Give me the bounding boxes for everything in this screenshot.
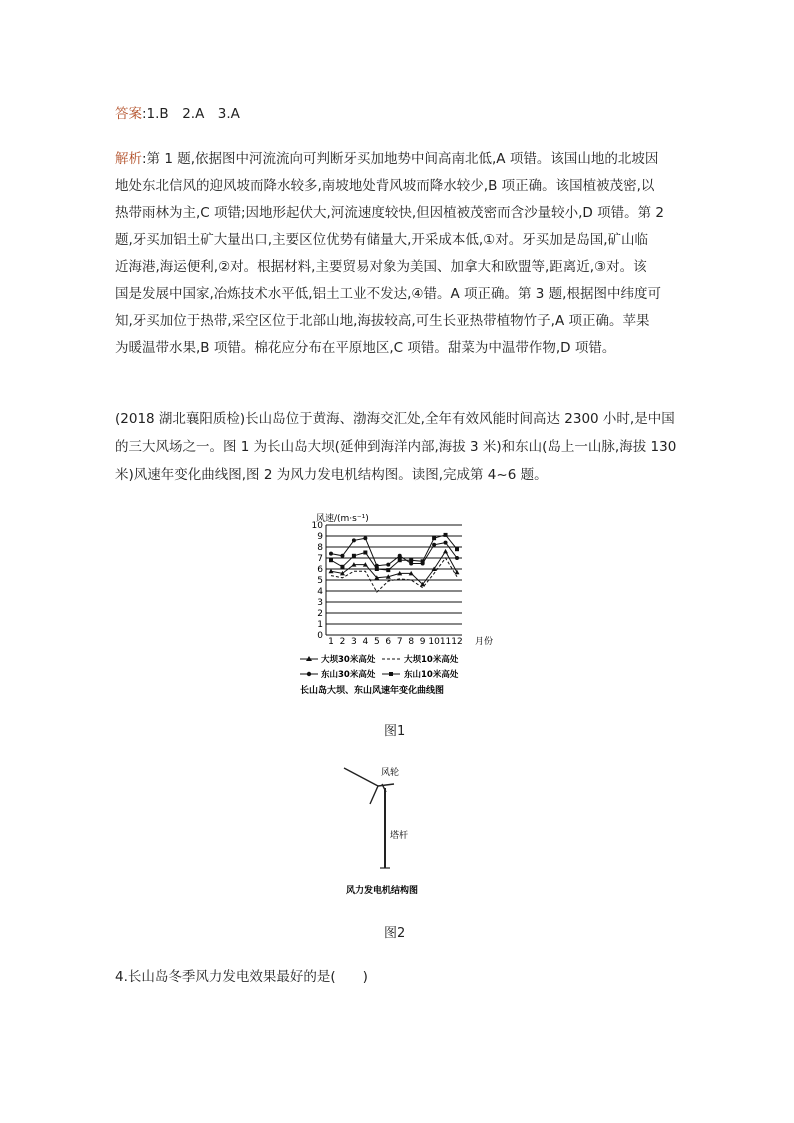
y-tick-label: 8	[317, 543, 323, 553]
series-line	[331, 551, 457, 584]
x-tick-label: 12	[451, 637, 463, 647]
data-point	[386, 568, 390, 572]
x-tick-label: 2	[339, 637, 346, 647]
intro-paragraph	[115, 405, 681, 489]
data-point	[455, 547, 459, 551]
y-tick-label: 7	[317, 554, 323, 564]
turbine-blade	[378, 784, 394, 786]
intro-line: (2018 湖北襄阳质检)长山岛位于黄海、渤海交汇处,全年有效风能时间高达 2300 小时,是中国	[115, 411, 675, 427]
data-point	[352, 554, 356, 558]
y-tick-label: 1	[317, 620, 323, 630]
x-tick-label: 3	[351, 637, 357, 647]
figure2-caption: 图2	[384, 926, 406, 941]
x-tick-label: 7	[396, 637, 403, 647]
x-tick-label: 1	[328, 637, 334, 647]
intro-line: 的三大风场之一。图 1 为长山岛大坝(延伸到海洋内部,海拔 3 米)和东山(岛上一山脉,海拔 130	[115, 439, 677, 455]
data-point	[432, 536, 436, 540]
answer-line	[115, 104, 240, 124]
chart-ylabel: 风速/(m·s⁻¹)	[316, 514, 369, 524]
chart-title: 长山岛大坝、东山风速年变化曲线图	[300, 686, 445, 696]
data-point	[329, 558, 333, 562]
answer-text: :1.B 2.A 3.A	[142, 106, 240, 122]
data-point	[455, 570, 460, 575]
data-point	[340, 565, 344, 569]
analysis-line: 知,牙买加位于热带,采空区位于北部山地,海拔较高,可生长亚热带植物竹子,A 项正确。苹果	[115, 313, 650, 329]
analysis-line: 为暖温带水果,B 项错。棉花应分布在平原地区,C 项错。甜菜为中温带作物,D 项错。	[115, 340, 616, 356]
intro-line: 米)风速年变化曲线图,图 2 为风力发电机结构图。读图,完成第 4~6 题。	[115, 467, 548, 483]
data-point	[363, 551, 367, 555]
wind-turbine-diagram	[340, 762, 460, 897]
series-line	[331, 535, 457, 570]
y-tick-label: 0	[317, 631, 323, 641]
data-point	[363, 536, 367, 540]
figure2-title: 风力发电机结构图	[346, 886, 419, 896]
turbine-blade	[344, 768, 378, 786]
legend-series-1: 大坝30米高处	[321, 655, 376, 665]
data-point	[398, 558, 402, 562]
analysis-line: 国是发展中国家,冶炼技术水平低,铝土工业不发达,④错。A 项正确。第 3 题,根据图中纬度可	[115, 286, 661, 302]
question-4: 4.长山岛冬季风力发电效果最好的是( )	[115, 969, 368, 985]
analysis-paragraph	[115, 146, 681, 362]
y-tick-label: 6	[317, 565, 323, 575]
analysis-line: 近海港,海运便利,②对。根据材料,主要贸易对象为美国、加拿大和欧盟等,距离近,③对。该	[115, 259, 647, 275]
analysis-line: 热带雨林为主,C 项错;因地形起伏大,河流速度较快,但因植被茂密而含沙量较小,D 项错。第 2	[115, 205, 664, 221]
data-point	[352, 538, 356, 542]
y-tick-label: 4	[317, 587, 323, 597]
x-tick-label: 5	[373, 637, 380, 647]
turbine-blade	[370, 786, 378, 804]
y-tick-label: 9	[317, 532, 323, 542]
y-tick-label: 5	[317, 576, 323, 586]
data-point	[444, 541, 448, 545]
answer-label: 答案	[115, 106, 142, 122]
data-point	[375, 567, 379, 571]
data-point	[443, 549, 448, 554]
legend-series-2: 大坝10米高处	[404, 655, 459, 665]
chart-xlabel: 月份	[475, 637, 494, 647]
x-tick-label: 10	[428, 637, 440, 647]
x-tick-label: 9	[419, 637, 426, 647]
x-tick-label: 8	[408, 637, 415, 647]
analysis-line: 解析:第 1 题,依据图中河流流向可判断牙买加地势中间高南北低,A 项错。该国山地的北坡因	[115, 151, 659, 167]
y-tick-label: 3	[317, 598, 323, 608]
data-point	[398, 554, 402, 558]
chart-legend	[300, 654, 459, 680]
analysis-label: 解析	[115, 151, 142, 167]
figure1-caption: 图1	[384, 724, 406, 739]
x-tick-label: 11	[439, 637, 452, 647]
legend-series-3: 东山30米高处	[321, 670, 376, 680]
wind-speed-chart	[300, 505, 520, 705]
data-point	[409, 558, 413, 562]
y-tick-label: 2	[317, 609, 323, 619]
legend-series-4: 东山10米高处	[404, 670, 459, 680]
data-point	[444, 533, 448, 537]
data-point	[386, 563, 390, 567]
analysis-line: 地处东北信风的迎风坡而降水较多,南坡地处背风坡而降水较少,B 项正确。该国植被茂密,以	[115, 178, 655, 194]
x-tick-label: 6	[385, 637, 392, 647]
analysis-line: 题,牙买加铝土矿大量出口,主要区位优势有储量大,开采成本低,①对。牙买加是岛国,矿山临	[115, 232, 649, 248]
y-tick-label: 10	[311, 521, 323, 531]
data-point	[432, 543, 436, 547]
data-point	[421, 559, 425, 563]
series-line	[331, 538, 457, 566]
x-tick-label: 4	[362, 637, 369, 647]
wheel-label: 风轮	[381, 768, 400, 778]
data-point	[329, 552, 333, 556]
tower-label: 塔杆	[390, 831, 409, 841]
data-point	[340, 554, 344, 558]
data-point	[455, 556, 459, 560]
